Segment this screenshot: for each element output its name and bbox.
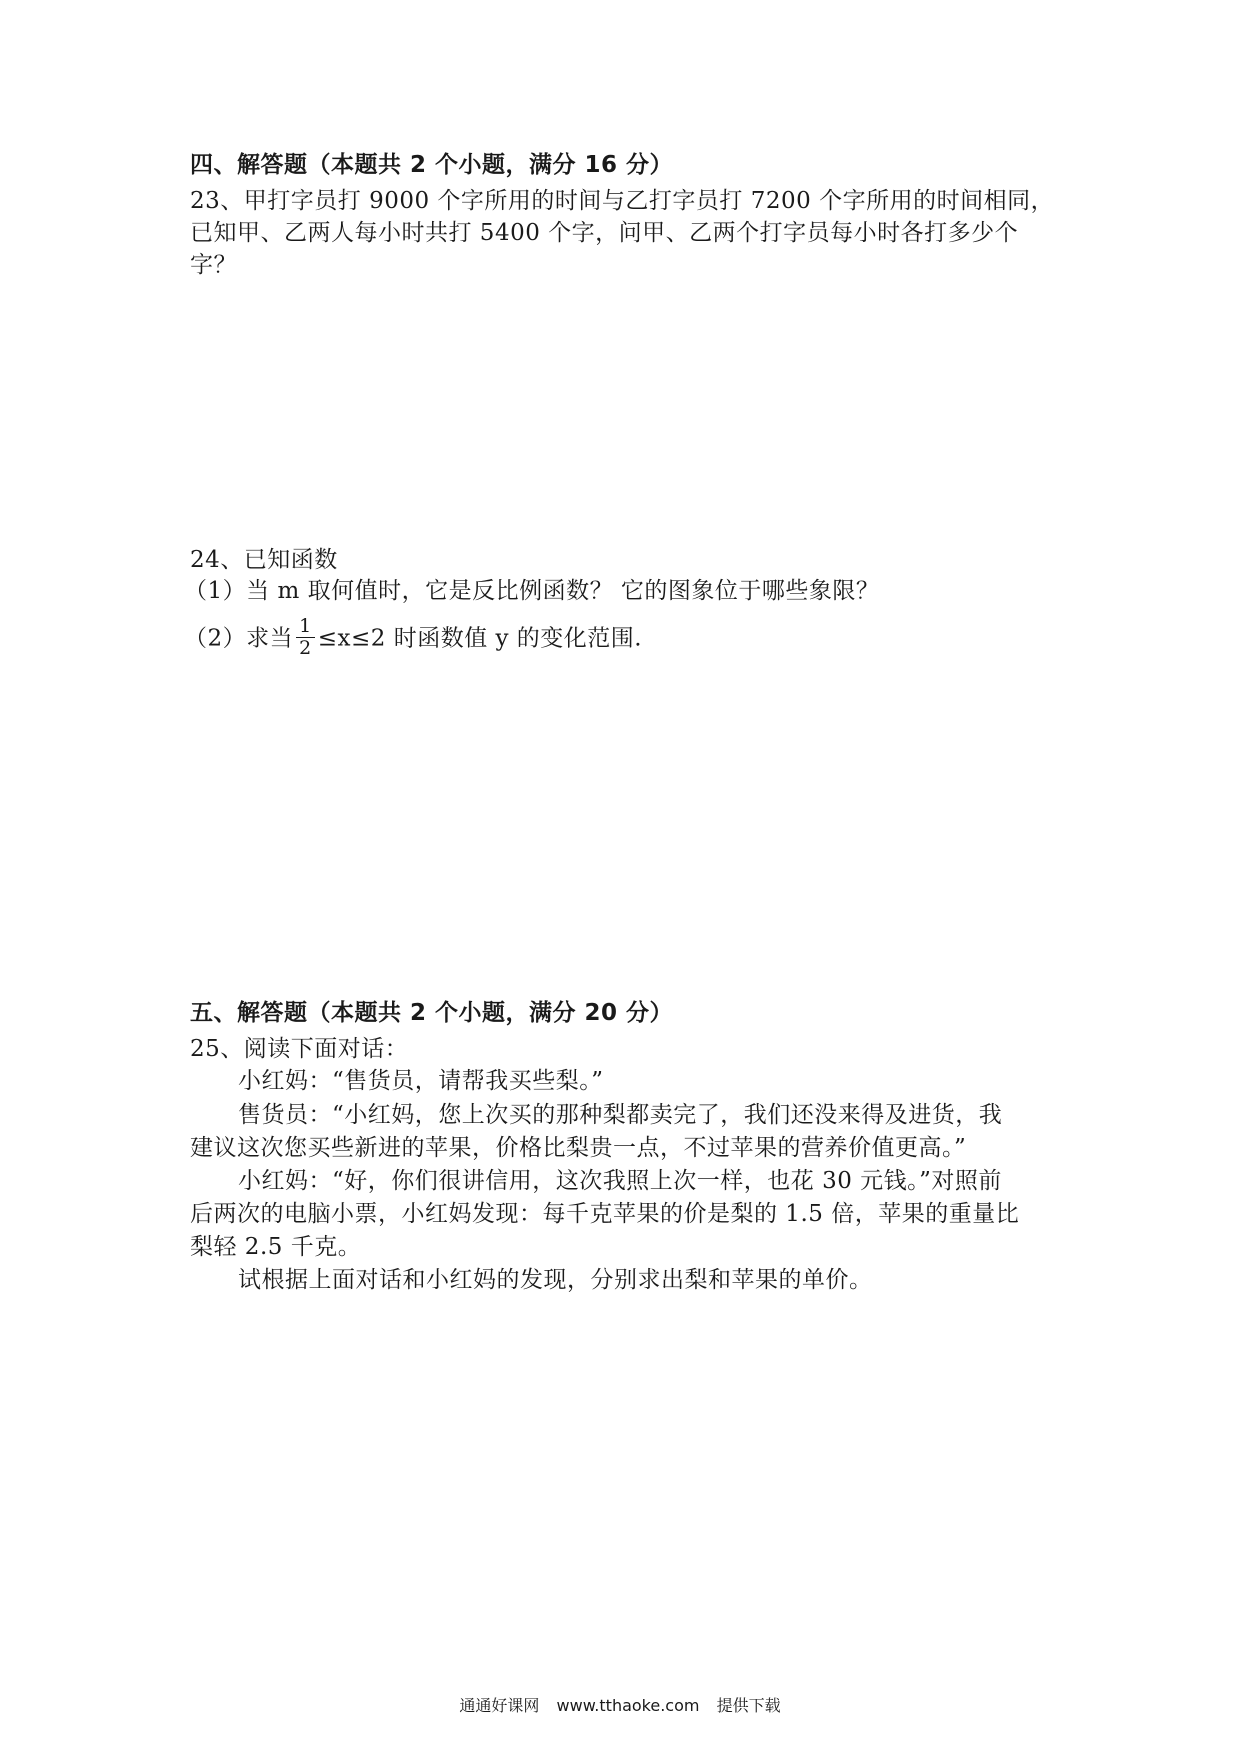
q25-line-6: 梨轻 2.5 千克。 <box>190 1234 362 1260</box>
footer-site-name: 通通好课网 <box>459 1696 540 1715</box>
fraction-one-half <box>296 616 315 659</box>
section-4-heading: 四、解答题（本题共 2 个小题，满分 16 分） <box>190 152 674 178</box>
q24-part-1: （1）当 m 取何值时，它是反比例函数？ 它的图象位于哪些象限？ <box>184 578 880 604</box>
q24-part-2-suffix: ≤x≤2 时函数值 y 的变化范围. <box>317 625 643 652</box>
fraction-denominator: 2 <box>299 637 312 659</box>
q24-title: 24、已知函数 <box>190 547 338 573</box>
q25-line-7: 试根据上面对话和小红妈的发现，分别求出梨和苹果的单价。 <box>238 1267 873 1293</box>
q25-title: 25、阅读下面对话： <box>190 1036 409 1062</box>
q24-part-2 <box>184 615 643 661</box>
footer-url[interactable]: www.tthaoke.com <box>556 1696 700 1715</box>
q23-line-2: 已知甲、乙两人每小时共打 5400 个字，问甲、乙两个打字员每小时各打多少个 <box>190 220 1019 246</box>
q23-line-1: 23、甲打字员打 9000 个字所用的时间与乙打字员打 7200 个字所用的时间相同， <box>190 188 1055 214</box>
q25-line-2: 售货员：“小红妈，您上次买的那种梨都卖完了，我们还没来得及进货，我 <box>238 1102 1003 1128</box>
q25-line-3: 建议这次您买些新进的苹果，价格比梨贵一点，不过苹果的营养价值更高。” <box>190 1135 967 1161</box>
q25-line-1: 小红妈：“售货员，请帮我买些梨。” <box>238 1068 604 1094</box>
section-5-heading: 五、解答题（本题共 2 个小题，满分 20 分） <box>190 1000 674 1026</box>
q25-line-4: 小红妈：“好，你们很讲信用，这次我照上次一样，也花 30 元钱。”对照前 <box>238 1168 1002 1194</box>
fraction-numerator: 1 <box>296 616 315 638</box>
q24-part-2-prefix: （2）求当 <box>184 625 294 652</box>
q23-line-3: 字？ <box>190 252 237 278</box>
page-footer <box>0 1693 1240 1716</box>
q25-line-5: 后两次的电脑小票，小红妈发现：每千克苹果的价是梨的 1.5 倍，苹果的重量比 <box>190 1201 1020 1227</box>
footer-suffix: 提供下载 <box>716 1696 781 1715</box>
